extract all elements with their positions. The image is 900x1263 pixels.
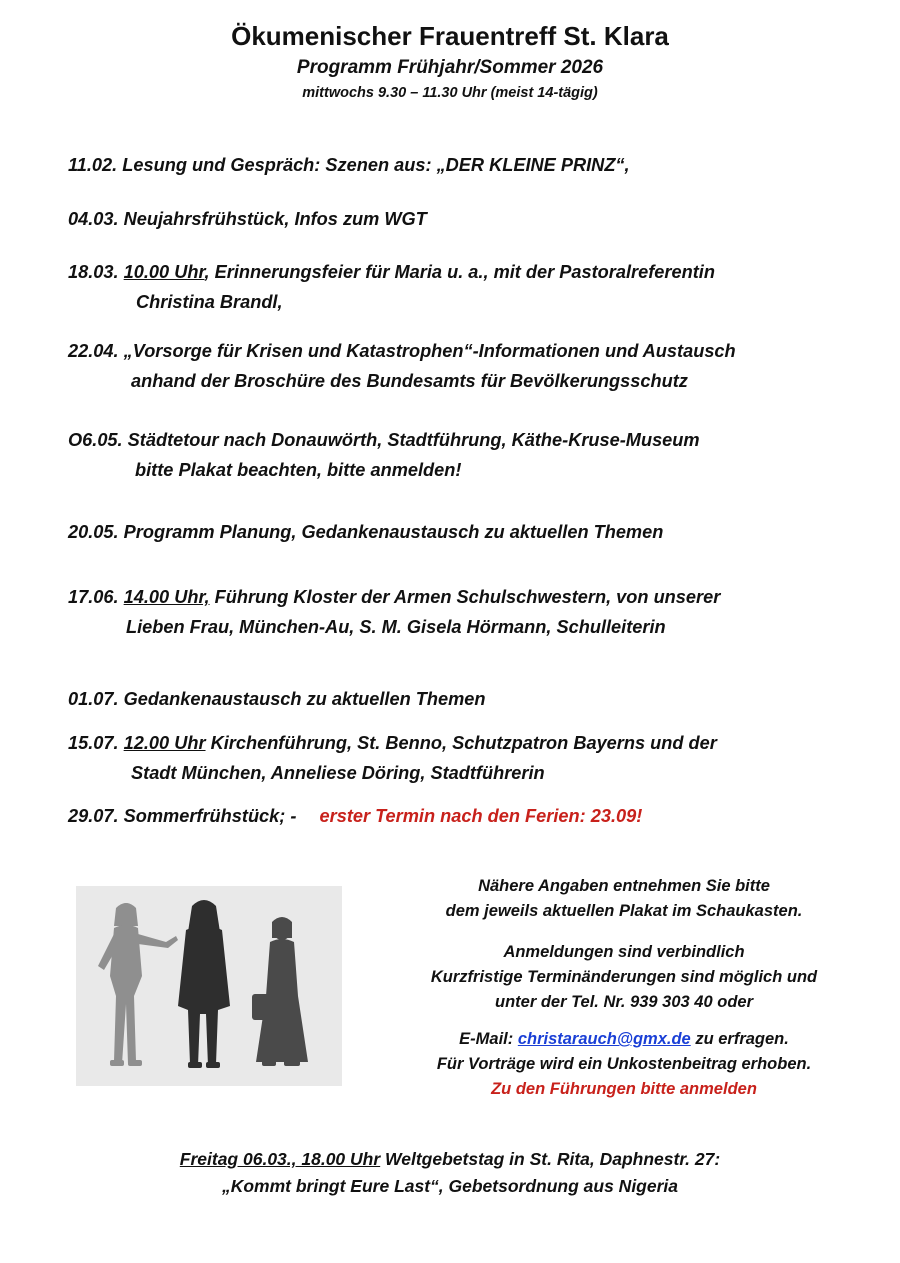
info-line: dem jeweils aktuellen Plakat im Schaukasten. xyxy=(445,902,803,920)
event-continuation: Lieben Frau, München-Au, S. M. Gisela Hörmann, Schulleiterin xyxy=(126,617,666,637)
event-item xyxy=(68,582,868,642)
event-date: O6.05. xyxy=(68,430,123,450)
event-time: 12.00 Uhr xyxy=(123,733,206,753)
event-date: 15.07. xyxy=(68,733,119,753)
event-item xyxy=(68,801,868,831)
women-silhouettes-image xyxy=(76,886,342,1086)
event-text: Städtetour nach Donauwörth, Stadtführung, Käthe-Kruse-Museum xyxy=(127,430,700,450)
footer-note xyxy=(0,1146,900,1200)
event-text: Kirchenführung, St. Benno, Schutzpatron Bayerns und der xyxy=(205,733,717,753)
event-item xyxy=(68,684,868,714)
next-date-highlight: erster Termin nach den Ferien: 23.09! xyxy=(319,806,643,826)
event-time: 10.00 Uhr xyxy=(123,262,205,282)
email-line xyxy=(356,1027,892,1052)
event-date: 01.07. xyxy=(68,689,119,709)
page-subtitle: Programm Frühjahr/Sommer 2026 xyxy=(296,57,604,78)
event-continuation: Christina Brandl, xyxy=(136,292,283,312)
event-item xyxy=(68,150,868,180)
event-continuation: Stadt München, Anneliese Döring, Stadtführerin xyxy=(131,763,545,783)
event-item xyxy=(68,336,868,396)
event-text: , Erinnerungsfeier für Maria u. a., mit der Pastoralreferentin xyxy=(204,262,715,282)
event-item xyxy=(68,728,868,788)
info-line: Anmeldungen sind verbindlich xyxy=(503,943,745,961)
event-item xyxy=(68,425,868,485)
event-time: 14.00 Uhr, xyxy=(123,587,210,607)
email-prefix: E-Mail: xyxy=(459,1030,518,1048)
event-date: 20.05. xyxy=(68,522,119,542)
event-text: Programm Planung, Gedankenaustausch zu aktuellen Themen xyxy=(123,522,664,542)
info-line: Nähere Angaben entnehmen Sie bitte xyxy=(478,877,770,895)
event-date: 29.07. xyxy=(68,806,119,826)
event-item xyxy=(68,517,868,547)
event-text: „Vorsorge für Krisen und Katastrophen“-Informationen und Austausch xyxy=(123,341,736,361)
event-date: 11.02. xyxy=(68,155,118,175)
page-title: Ökumenischer Frauentreff St. Klara xyxy=(231,21,669,51)
event-item xyxy=(68,204,868,234)
footer-text: Weltgebetstag in St. Rita, Daphnestr. 27: xyxy=(380,1149,721,1169)
silhouette-graphic xyxy=(76,886,342,1086)
header xyxy=(0,18,900,104)
event-date: 04.03. xyxy=(68,209,119,229)
footer-line-2: „Kommt bringt Eure Last“, Gebetsordnung aus Nigeria xyxy=(221,1176,679,1196)
event-date: 18.03. xyxy=(68,262,119,282)
event-text: Führung Kloster der Armen Schulschwestern, von unserer xyxy=(209,587,721,607)
event-text: Sommerfrühstück; - xyxy=(123,806,302,826)
fee-note: Für Vorträge wird ein Unkostenbeitrag erhoben. xyxy=(436,1055,812,1073)
event-date: 17.06. xyxy=(68,587,119,607)
footer-date: Freitag 06.03., 18.00 Uhr xyxy=(179,1149,381,1169)
event-continuation: anhand der Broschüre des Bundesamts für Bevölkerungsschutz xyxy=(131,371,688,391)
event-text: Neujahrsfrühstück, Infos zum WGT xyxy=(123,209,427,229)
info-block xyxy=(356,874,892,1102)
event-date: 22.04. xyxy=(68,341,119,361)
event-item xyxy=(68,257,868,317)
event-continuation: bitte Plakat beachten, bitte anmelden! xyxy=(135,460,462,480)
phone-line: unter der Tel. Nr. 939 303 40 oder xyxy=(494,993,753,1011)
event-text: Lesung und Gespräch: Szenen aus: „DER KLEINE PRINZ“, xyxy=(122,155,630,175)
footer-line xyxy=(0,1146,900,1173)
event-text: Gedankenaustausch zu aktuellen Themen xyxy=(123,689,486,709)
meeting-time: mittwochs 9.30 – 11.30 Uhr (meist 14-tägig) xyxy=(302,85,598,101)
email-link[interactable]: christarauch@gmx.de xyxy=(517,1030,691,1048)
email-suffix: zu erfragen. xyxy=(690,1030,789,1048)
info-line: Kurzfristige Terminänderungen sind möglich und xyxy=(430,968,818,986)
tour-registration-note: Zu den Führungen bitte anmelden xyxy=(491,1080,757,1098)
